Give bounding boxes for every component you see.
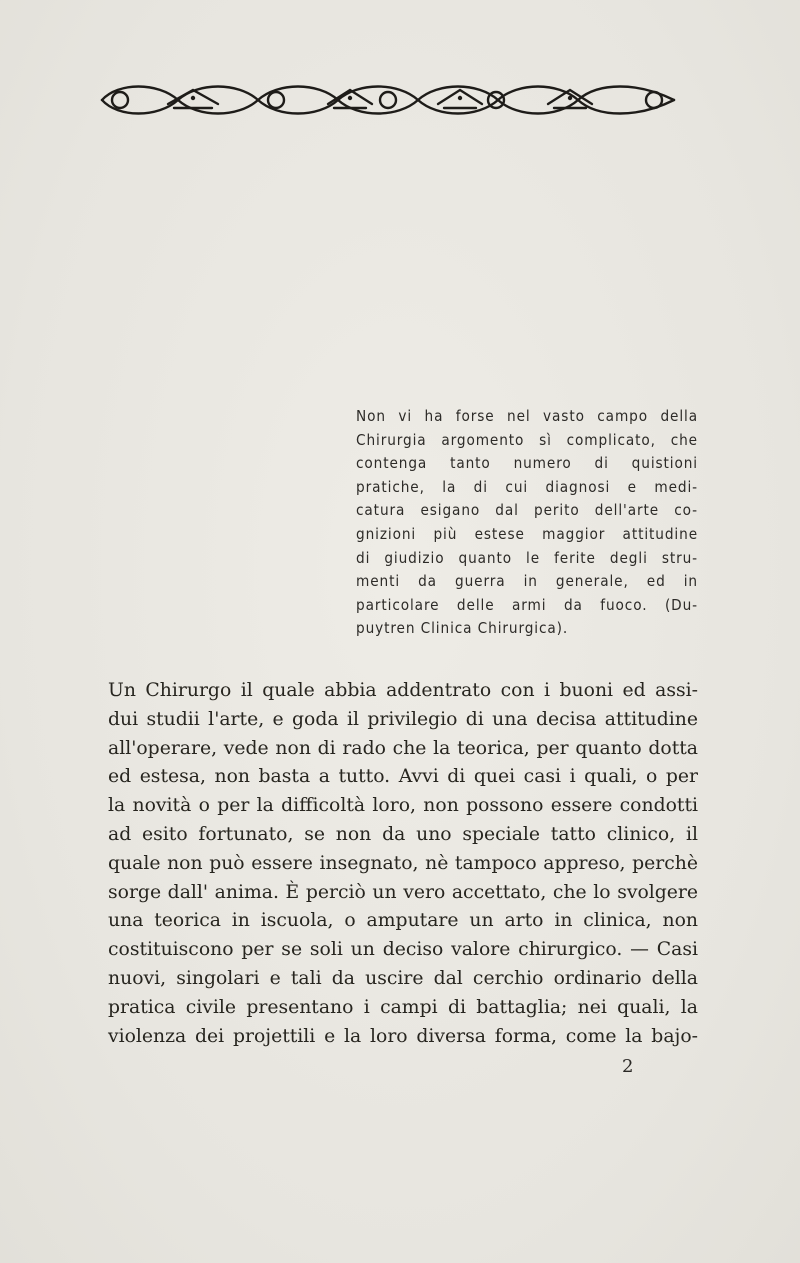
body-line: ed estesa, non basta a tutto. Avvi di quei casi i quali, o per — [108, 766, 698, 788]
epigraph-line: di giudizio quanto le ferite degli stru- — [356, 548, 698, 567]
body-line: violenza dei projettili e la loro diversa forma, come la bajo- — [108, 1025, 698, 1047]
epigraph-line: pratiche, la di cui diagnosi e medi- — [356, 477, 698, 496]
body-line: ad esito fortunato, se non da uno speciale tatto clinico, il — [108, 823, 698, 845]
body-line: sorge dall' anima. È perciò un vero accettato, che lo svolgere — [108, 881, 698, 903]
epigraph-line: Chirurgia argomento sì complicato, che — [356, 430, 698, 449]
epigraph-line: menti da guerra in generale, ed in — [356, 572, 698, 591]
body-paragraph — [108, 677, 698, 1051]
scroll-ornament-icon — [98, 78, 678, 122]
body-line: all'operare, vede non di rado che la teorica, per quanto dotta — [108, 737, 698, 759]
body-line: la novità o per la difficoltà loro, non possono essere condotti — [108, 795, 698, 817]
body-line: una teorica in iscuola, o amputare un arto in clinica, non — [108, 910, 698, 932]
body-line: costituiscono per se soli un deciso valore chirurgico. — Casi — [108, 939, 698, 961]
body-line: pratica civile presentano i campi di battaglia; nei quali, la — [108, 996, 698, 1018]
epigraph-line: puytren Clinica Chirurgica). — [356, 619, 569, 638]
body-line: dui studii l'arte, e goda il privilegio di una decisa attitudine — [108, 708, 698, 730]
epigraph-line: Non vi ha forse nel vasto campo della — [356, 407, 698, 425]
epigraph-quote — [356, 405, 698, 641]
body-line: Un Chirurgo il quale abbia addentrato con i buoni ed assi- — [108, 680, 698, 701]
page-number: 2 — [622, 1056, 634, 1077]
body-line: nuovi, singolari e tali da uscire dal cerchio ordinario della — [108, 967, 698, 989]
body-line: quale non può essere insegnato, nè tampoco appreso, perchè — [108, 852, 698, 874]
epigraph-line: catura esigano dal perito dell'arte co- — [356, 501, 698, 520]
epigraph-line: particolare delle armi da fuoco. (Du- — [356, 595, 698, 614]
epigraph-line: gnizioni più estese maggior attitudine — [356, 524, 698, 543]
epigraph-line: contenga tanto numero di quistioni — [356, 454, 698, 473]
